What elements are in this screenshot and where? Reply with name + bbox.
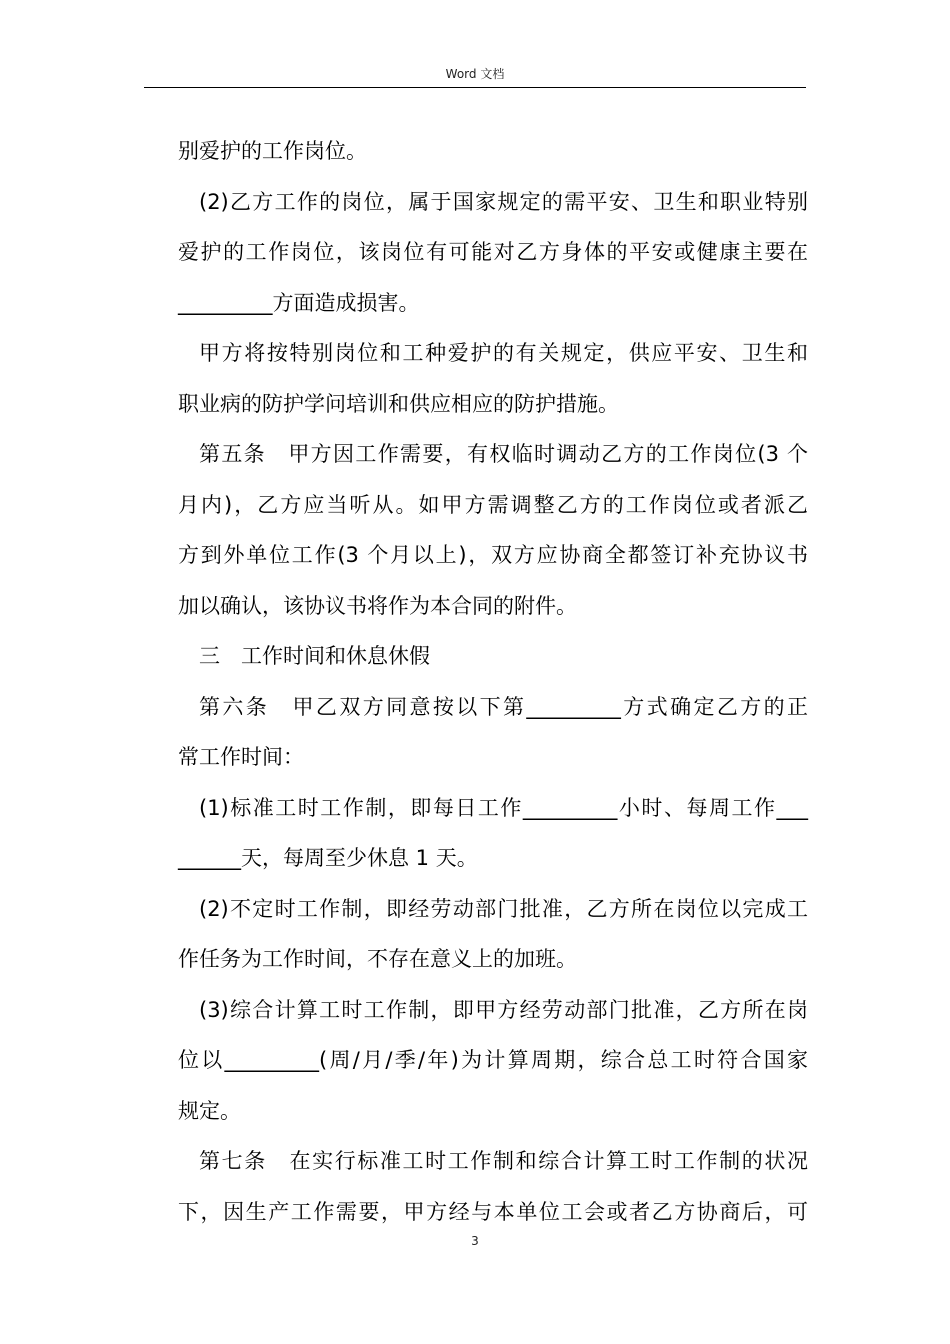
text-line: 下，因生产工作需要，甲方经与本单位工会或者乙方协商后，可: [178, 1199, 808, 1224]
text-line: 规定。: [178, 1098, 241, 1123]
text-line: ______天，每周至少休息 1 天。: [178, 846, 478, 870]
text-line: 第五条 甲方因工作需要，有权临时调动乙方的工作岗位(3 个: [199, 442, 808, 466]
text-line: 常工作时间：: [178, 745, 304, 769]
page-header: Word 文档: [445, 67, 505, 81]
text-line: (2)乙方工作的岗位，属于国家规定的需平安、卫生和职业特别: [199, 189, 808, 214]
text-line: 加以确认，该协议书将作为本合同的附件。: [178, 593, 577, 618]
text-line: _________方面造成损害。: [178, 290, 420, 315]
text-line: 甲方将按特别岗位和工种爱护的有关规定，供应平安、卫生和: [199, 341, 808, 365]
text-line: (2)不定时工作制，即经劳动部门批准，乙方所在岗位以完成工: [199, 896, 808, 921]
text-line: 别爱护的工作岗位。: [178, 139, 367, 163]
text-line: 位以_________(周/月/季/年)为计算周期，综合总工时符合国家: [178, 1048, 808, 1072]
text-line: (3)综合计算工时工作制，即甲方经劳动部门批准，乙方所在岗: [199, 997, 808, 1022]
section-heading: 三 工作时间和休息休假: [199, 644, 430, 668]
header-divider: [144, 87, 806, 88]
text-line: 职业病的防护学问培训和供应相应的防护措施。: [178, 391, 619, 416]
text-line: 第七条 在实行标准工时工作制和综合计算工时工作制的状况: [199, 1149, 808, 1173]
text-line: 方到外单位工作(3 个月以上)，双方应协商全都签订补充协议书: [178, 543, 808, 567]
text-line: 作任务为工作时间，不存在意义上的加班。: [178, 947, 577, 971]
text-line: 第六条 甲乙双方同意按以下第_________方式确定乙方的正: [199, 694, 808, 719]
document-body: [178, 126, 808, 1237]
page-number: 3: [471, 1234, 479, 1248]
text-line: 月内)，乙方应当听从。如甲方需调整乙方的工作岗位或者派乙: [178, 492, 808, 517]
text-line: 爱护的工作岗位，该岗位有可能对乙方身体的平安或健康主要在: [178, 240, 808, 264]
text-line: (1)标准工时工作制，即每日工作_________小时、每周工作___: [199, 795, 808, 820]
